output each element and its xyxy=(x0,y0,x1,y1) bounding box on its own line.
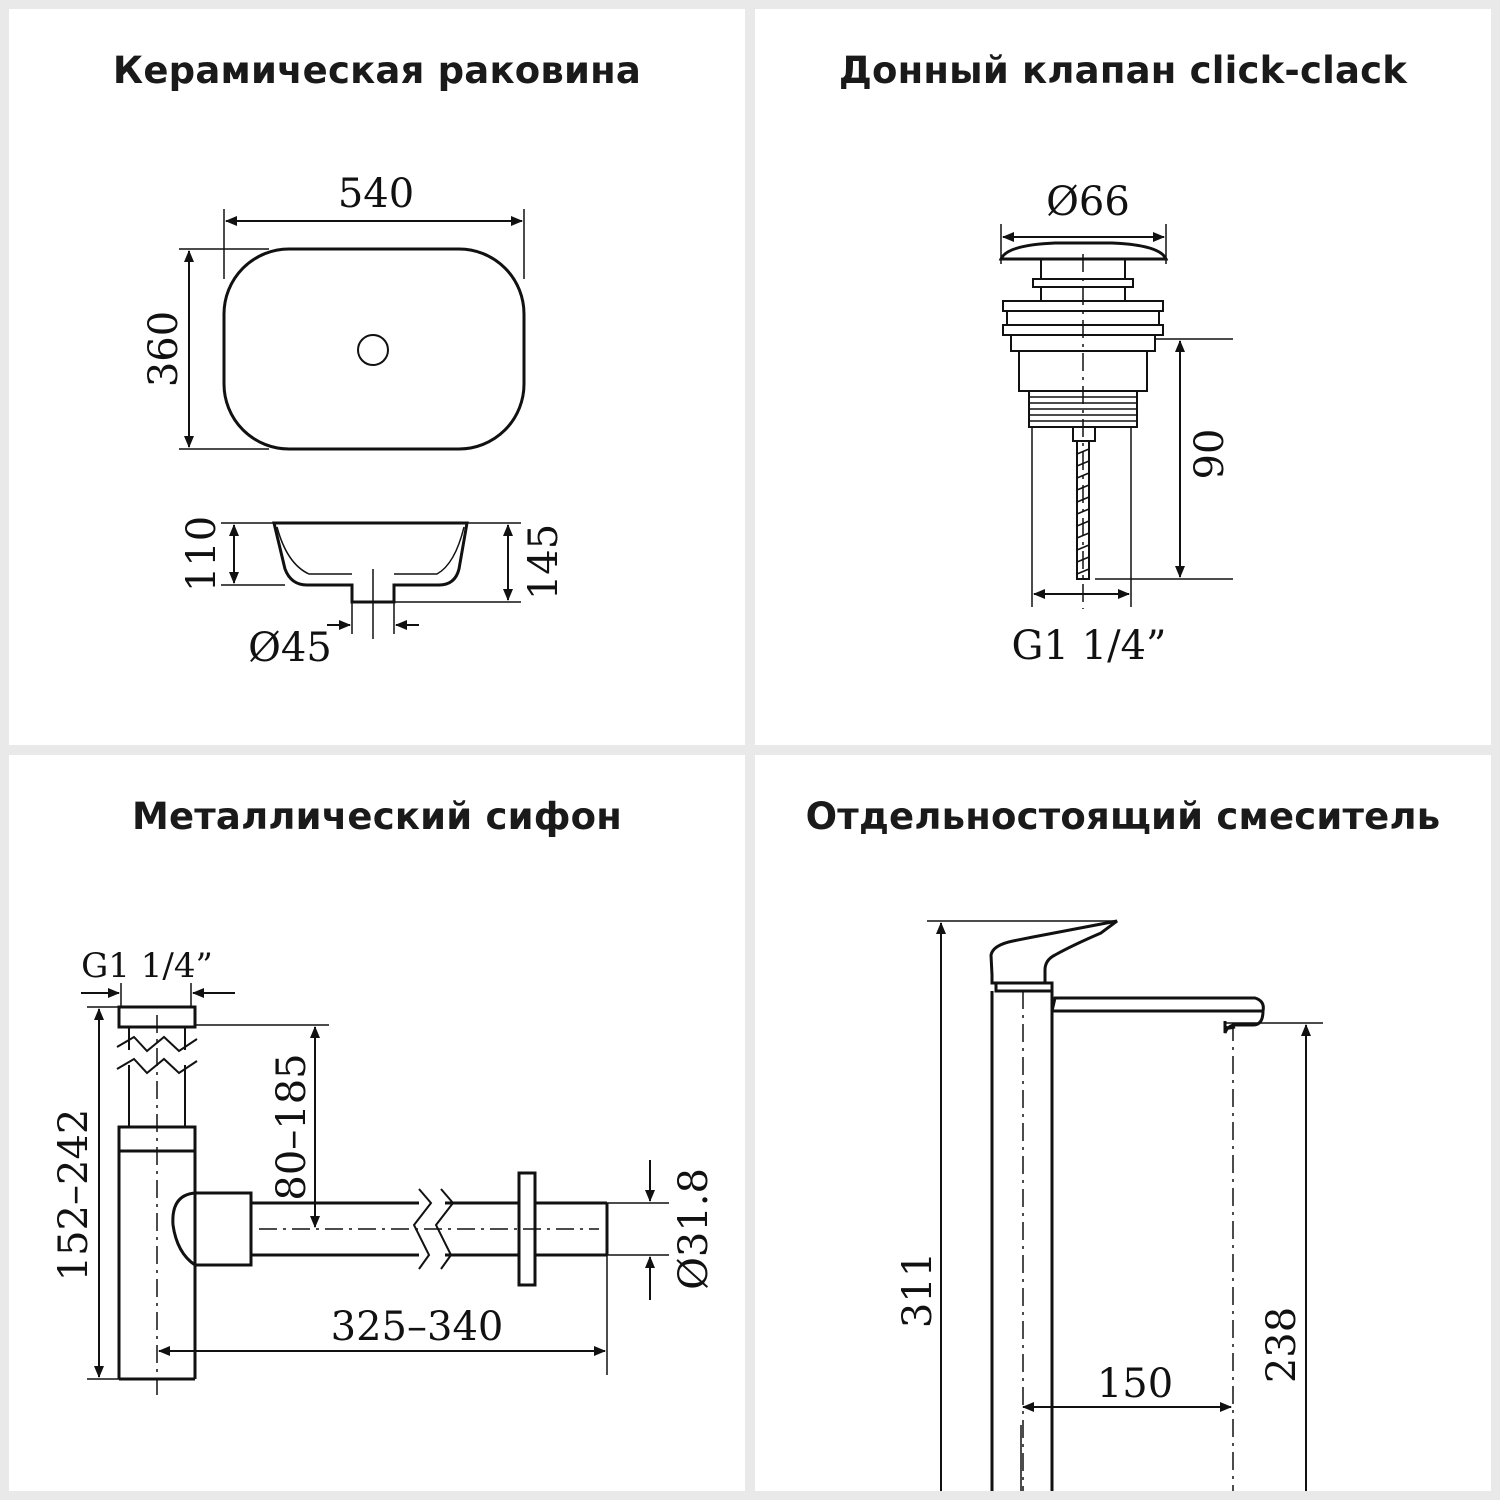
panel-title: Керамическая раковина xyxy=(112,49,642,92)
siphon-drawing xyxy=(9,755,745,1491)
valve-body xyxy=(1001,243,1166,609)
panel-title: Отдельностоящий смеситель xyxy=(805,795,1441,838)
dim-outer-height: 145 xyxy=(521,523,567,601)
dim-depth: 360 xyxy=(141,310,187,388)
drain-hole xyxy=(358,335,388,365)
dim-height: 311 xyxy=(895,1251,941,1329)
basin-drawing xyxy=(9,9,745,745)
dim-thread: G1 1/4” xyxy=(1011,623,1167,669)
panel-freestanding-mixer xyxy=(755,755,1491,1491)
valve-drawing xyxy=(755,9,1491,745)
basin-side-view xyxy=(221,523,521,639)
dim-cap: Ø66 xyxy=(1046,179,1130,225)
dim-total-height: 152–242 xyxy=(51,1108,97,1282)
dim-length: 325–340 xyxy=(330,1304,504,1350)
dim-width: 540 xyxy=(337,171,415,217)
basin-top-view xyxy=(179,209,524,449)
dim-pipe: Ø31.8 xyxy=(671,1168,717,1290)
panel-ceramic-basin xyxy=(9,9,745,745)
panel-metal-siphon xyxy=(9,755,745,1491)
dim-inlet-height: 80–185 xyxy=(269,1053,315,1201)
dim-height: 90 xyxy=(1187,428,1233,480)
dim-drain: Ø45 xyxy=(248,625,332,671)
dim-inner-height: 110 xyxy=(179,515,225,593)
dim-reach: 150 xyxy=(1096,1361,1174,1407)
panel-click-clack-valve xyxy=(755,9,1491,745)
mixer-drawing xyxy=(755,755,1491,1491)
panel-title: Металлический сифон xyxy=(131,795,623,838)
dim-thread: G1 1/4” xyxy=(81,946,213,986)
panel-title: Донный клапан click-clack xyxy=(838,49,1408,92)
dim-spout-height: 238 xyxy=(1259,1306,1305,1384)
